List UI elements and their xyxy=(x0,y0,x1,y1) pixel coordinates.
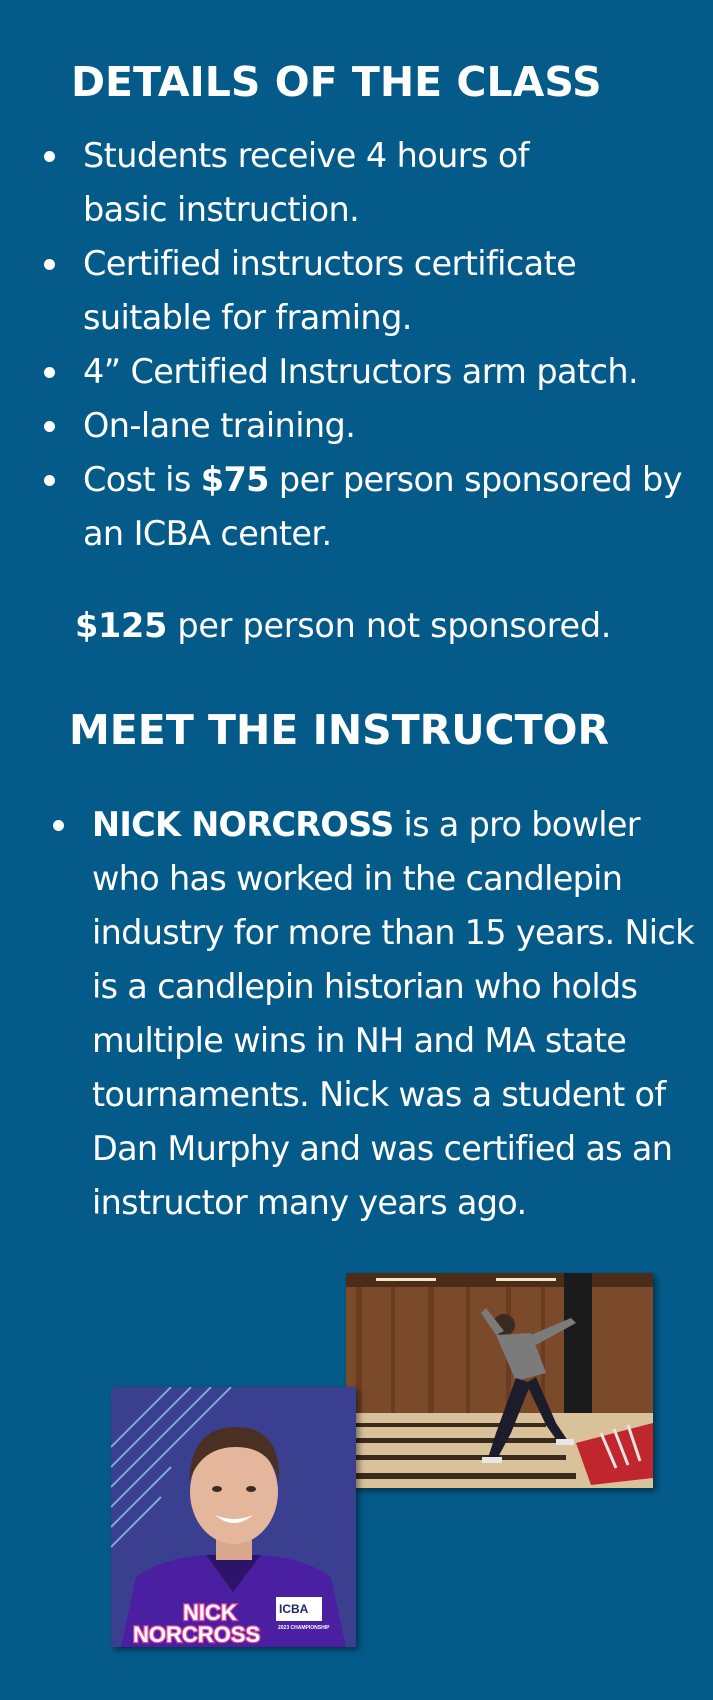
sponsored-price: $75 xyxy=(200,460,269,499)
details-item-text: On-lane training. xyxy=(83,406,356,445)
portrait-logo-subtext: 2023 CHAMPIONSHIP xyxy=(278,1625,330,1631)
bowling-action-photo xyxy=(346,1273,653,1488)
bullet-dot xyxy=(44,367,55,378)
portrait-caption-last-name: NORCROSS xyxy=(133,1622,261,1647)
details-item-text: Students receive 4 hours of basic instruction. xyxy=(83,136,529,229)
bullet-dot xyxy=(44,475,55,486)
cost-pre-text: Cost is xyxy=(83,460,201,499)
unsponsored-price-line xyxy=(75,599,611,653)
instructor-bio: is a pro bowler who has worked in the candlepin industry for more than 15 years. Nick is a candlepin historian who holds multiple wins in NH and MA state tournaments. Nick was a student of Dan Murphy and was certified as an instructor many years ago. xyxy=(92,805,694,1222)
details-item-text: 4” Certified Instructors arm patch. xyxy=(83,352,639,391)
list-item xyxy=(83,399,713,453)
instructor-heading: MEET THE INSTRUCTOR xyxy=(69,706,610,754)
bowling-action-illustration xyxy=(346,1273,653,1488)
instructor-name: NICK NORCROSS xyxy=(92,805,394,844)
details-item-text: Certified instructors certificate suitable for framing. xyxy=(83,244,577,337)
list-item xyxy=(83,345,713,399)
details-list xyxy=(83,129,713,561)
list-item xyxy=(83,129,553,237)
cost-post-text: per person sponsored by an ICBA center. xyxy=(83,460,682,553)
unsponsored-text: per person not sponsored. xyxy=(167,606,612,645)
list-item xyxy=(83,453,708,561)
portrait-logo-text: ICBA xyxy=(279,1602,309,1616)
unsponsored-price: $125 xyxy=(75,606,168,645)
list-item xyxy=(83,237,623,345)
instructor-portrait-illustration xyxy=(111,1387,356,1647)
bullet-dot xyxy=(44,421,55,432)
bullet-dot xyxy=(44,151,55,162)
list-item xyxy=(92,798,712,1230)
bullet-dot xyxy=(53,820,64,831)
details-heading: DETAILS OF THE CLASS xyxy=(71,58,602,106)
portrait-caption-first-name: NICK xyxy=(183,1600,237,1625)
bullet-dot xyxy=(44,259,55,270)
instructor-portrait-photo xyxy=(111,1387,356,1647)
instructor-list xyxy=(92,798,712,1230)
